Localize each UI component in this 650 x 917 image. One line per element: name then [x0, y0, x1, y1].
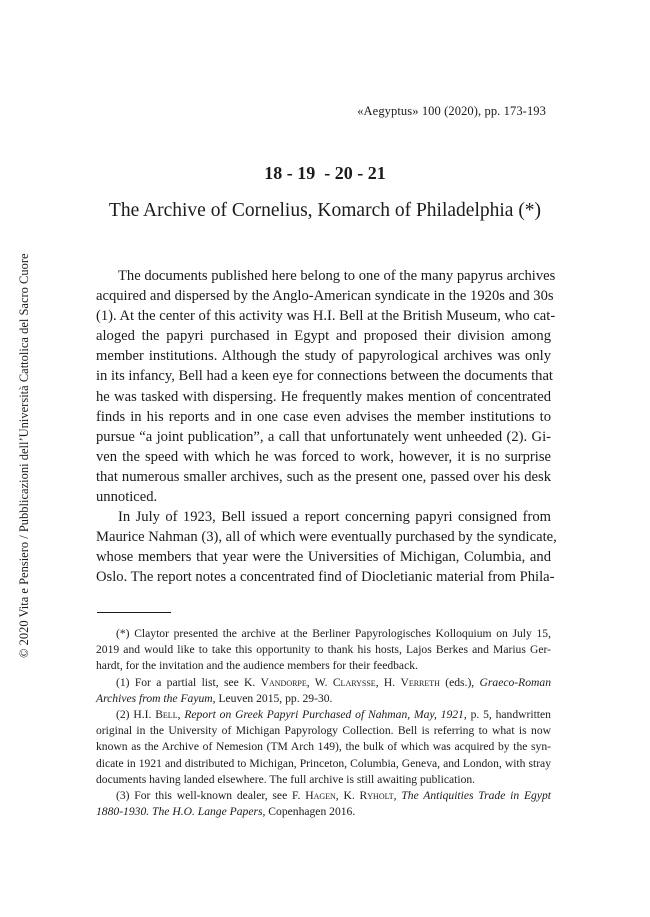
- footnotes: [96, 626, 551, 820]
- body-text: [96, 266, 557, 588]
- footnote-3-line: [96, 804, 551, 820]
- footnote-3-line: [96, 788, 551, 804]
- body-line: Oslo. The report notes a concentrated find of Diocletianic material from Phila-: [96, 569, 555, 586]
- author-name: Clarysse: [332, 675, 376, 689]
- footnote-text: , Copenhagen 2016.: [262, 805, 356, 819]
- running-head: «Aegyptus» 100 (2020), pp. 173-193: [357, 104, 546, 118]
- book-title: Archives from the Fayum: [96, 691, 213, 705]
- footnote-star-line: (*) Claytor presented the archive at the Berliner Papyrologisches Kolloquium on July 15,: [116, 627, 551, 640]
- footnote-text: , K.: [335, 789, 360, 803]
- footnote-text: (3) For this well-known dealer, see F.: [116, 789, 306, 803]
- body-line: finds in his reports and in one case even advises the member institutions to: [96, 408, 551, 425]
- footnote-text: (1) For a partial list, see K.: [116, 675, 261, 689]
- footnote-text: , W.: [306, 675, 333, 689]
- author-name: Bell: [155, 708, 178, 722]
- footnote-2-line: original in the University of Michigan Papyrology Collection. Bell is referring to what is now: [96, 724, 551, 738]
- book-title: The Antiquities Trade in Egypt: [401, 789, 551, 803]
- body-line: whose members that year were the Universities of Michigan, Columbia, and: [96, 549, 551, 566]
- footnote-2-line: known as the Archive of Nemesion (TM Arch 149), the bulk of which was acquired by the syn-: [96, 740, 551, 754]
- page-title: The Archive of Cornelius, Komarch of Philadelphia (*): [108, 200, 542, 221]
- body-line: pursue “a joint publication”, a call that unfortunately went unheeded (2). Gi-: [96, 428, 551, 445]
- body-line: aloged the papyri purchased in Egypt and proposed their division among: [96, 328, 551, 345]
- footnote-text: (eds.),: [439, 675, 480, 689]
- footnote-text: (2) H.I.: [116, 708, 156, 722]
- footnote-star-line: hardt, for the invitation and the audience members for their feedback.: [96, 659, 418, 673]
- author-name: Hagen: [305, 789, 336, 803]
- footnote-separator: [97, 612, 171, 613]
- footnote-text: , H.: [375, 675, 401, 689]
- body-line: (1). At the center of this activity was H.I. Bell at the British Museum, who cat-: [96, 308, 556, 325]
- body-line: ven the speed with which he was forced to work, however, it is no surprise: [96, 448, 551, 465]
- footnote-text: , p. 5, handwritten: [463, 708, 551, 722]
- book-title: 1880-1930. The H.O. Lange Papers: [96, 805, 263, 819]
- footnote-2-line: dicate in 1921 and distributed to Michigan, Princeton, Columbia, Geneva, and London, with stray: [96, 756, 551, 770]
- body-line: In July of 1923, Bell issued a report concerning papyri consigned from: [118, 509, 551, 526]
- footnote-1-line: [96, 691, 551, 707]
- footnote-text: ,: [177, 708, 185, 722]
- body-line: acquired and dispersed by the Anglo-American syndicate in the 1920s and 30s: [96, 288, 554, 305]
- body-line: in its infancy, Bell had a keen eye for connections between the documents that: [96, 368, 553, 385]
- author-name: Verreth: [400, 675, 440, 689]
- footnote-2-line: [96, 707, 551, 723]
- side-copyright-notice: © 2020 Vita e Pensiero / Pubblicazioni dell’Università Cattolica del Sacro Cuore: [17, 253, 31, 658]
- document-numbers: 18 - 19 - 20 - 21: [264, 163, 386, 183]
- body-line: Maurice Nahman (3), all of which were eventually purchased by the syndicate,: [96, 529, 557, 546]
- body-line: member institutions. Although the study of papyrological archives was only: [96, 348, 551, 365]
- book-title: Graeco-Roman: [479, 675, 551, 689]
- body-line: The documents published here belong to one of the many papyrus archives: [118, 268, 556, 284]
- footnote-1-line: [96, 675, 551, 691]
- report-title: Report on Greek Papyri Purchased of Nahman, May, 1921: [184, 708, 464, 722]
- author-name: Ryholt: [359, 789, 394, 803]
- footnote-2-line: documents having landed elsewhere. The full archive is still awaiting publication.: [96, 772, 476, 786]
- footnote-star-line: 2019 and would like to take this opportunity to thank his hosts, Lajos Berkes and Marius Ger-: [96, 643, 551, 657]
- body-line: he was tasked with dispersing. He frequently makes mention of concentrated: [96, 388, 551, 405]
- footnote-text: ,: [393, 789, 402, 803]
- author-name: Vandorpe: [260, 675, 307, 689]
- footnote-text: , Leuven 2015, pp. 29-30.: [212, 691, 333, 705]
- body-line: that numerous smaller archives, such as the present one, passed over his desk: [96, 468, 551, 485]
- body-line: unnoticed.: [96, 489, 158, 506]
